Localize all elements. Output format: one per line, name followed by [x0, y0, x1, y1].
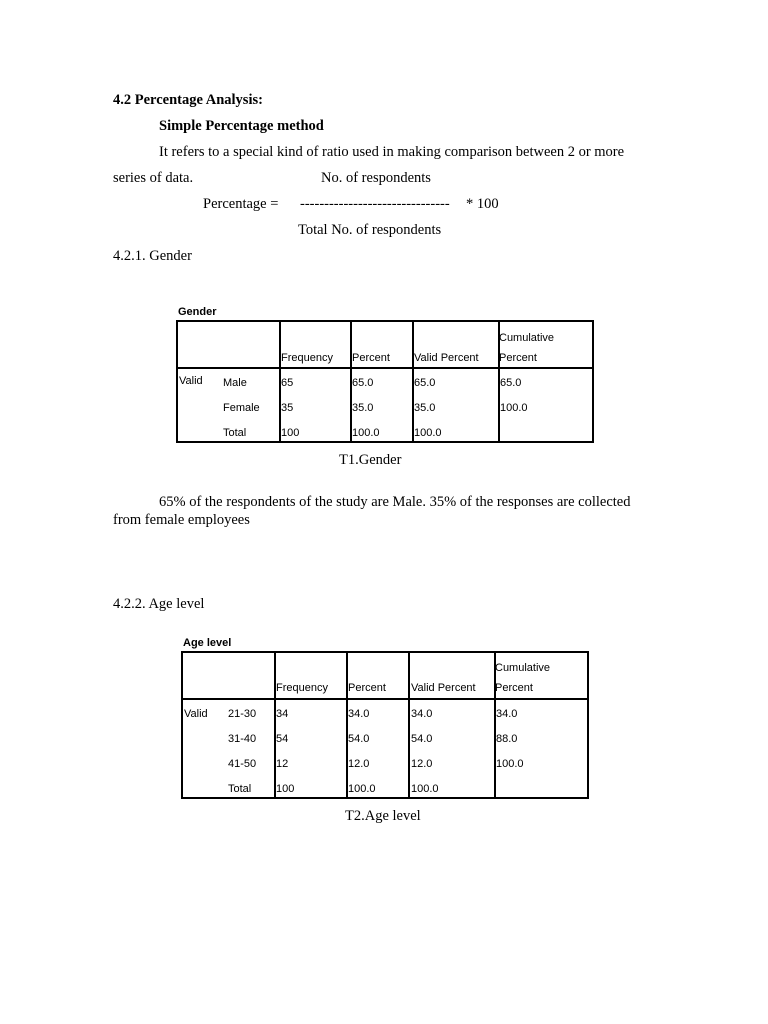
- header-percent: Percent: [352, 352, 390, 364]
- gender-section-label: 4.2.1. Gender: [113, 248, 192, 264]
- cell-percent: 100.0: [352, 427, 380, 439]
- cell-valid-percent: 100.0: [411, 783, 439, 795]
- cell-frequency: 12: [276, 758, 289, 770]
- header-valid-percent: Valid Percent: [411, 682, 476, 694]
- cell-percent: 65.0: [352, 377, 374, 389]
- cell-cumulative: 88.0: [496, 733, 518, 745]
- cell-frequency: 34: [276, 708, 289, 720]
- header-cumulative-line2: Percent: [495, 682, 533, 694]
- header-cumulative-line2: Percent: [499, 352, 537, 364]
- age-table-caption: T2.Age level: [345, 808, 421, 824]
- header-divider: [178, 367, 592, 369]
- gender-table-caption: T1.Gender: [339, 452, 402, 468]
- row-label: 41-50: [228, 758, 257, 770]
- cell-valid-percent: 34.0: [411, 708, 433, 720]
- cell-valid-percent: 12.0: [411, 758, 433, 770]
- age-section-label: 4.2.2. Age level: [113, 596, 205, 612]
- intro-paragraph-line2: series of data.: [113, 170, 194, 186]
- header-frequency: Frequency: [276, 682, 328, 694]
- cell-percent: 34.0: [348, 708, 370, 720]
- gender-paragraph-line1: 65% of the respondents of the study are Male. 35% of the responses are collected: [159, 494, 631, 510]
- cell-percent: 100.0: [348, 783, 376, 795]
- row-label: 21-30: [228, 708, 257, 720]
- formula-fraction-bar: -------------------------------: [300, 196, 450, 212]
- cell-frequency: 54: [276, 733, 289, 745]
- header-valid-percent: Valid Percent: [414, 352, 479, 364]
- cell-percent: 12.0: [348, 758, 370, 770]
- row-label: Total: [228, 783, 252, 795]
- header-divider: [183, 698, 587, 700]
- header-cumulative-line1: Cumulative: [499, 332, 555, 344]
- cell-valid-percent: 100.0: [414, 427, 442, 439]
- row-label: 31-40: [228, 733, 257, 745]
- header-frequency: Frequency: [281, 352, 333, 364]
- age-table-title: Age level: [183, 637, 232, 649]
- cell-frequency: 100: [276, 783, 295, 795]
- formula-denominator: Total No. of respondents: [298, 222, 442, 238]
- cell-cumulative: 65.0: [500, 377, 522, 389]
- section-subheading: Simple Percentage method: [159, 118, 324, 134]
- row-label: Male: [223, 377, 247, 389]
- gender-table-title: Gender: [178, 306, 217, 318]
- cell-cumulative: 100.0: [496, 758, 524, 770]
- row-label: Female: [223, 402, 260, 414]
- cell-valid-percent: 54.0: [411, 733, 433, 745]
- col-divider: [408, 653, 410, 797]
- intro-paragraph-line1: It refers to a special kind of ratio used in making comparison between 2 or more: [159, 144, 625, 160]
- cell-percent: 35.0: [352, 402, 374, 414]
- cell-valid-percent: 65.0: [414, 377, 436, 389]
- col-divider: [274, 653, 276, 797]
- age-table: [181, 651, 589, 799]
- row-label: Total: [223, 427, 247, 439]
- valid-label: Valid: [179, 375, 203, 387]
- section-heading: 4.2 Percentage Analysis:: [113, 92, 263, 108]
- formula-numerator: No. of respondents: [321, 170, 431, 186]
- gender-table: [176, 320, 594, 443]
- valid-label: Valid: [184, 708, 208, 720]
- gender-paragraph-line2: from female employees: [113, 512, 250, 528]
- cell-frequency: 100: [281, 427, 300, 439]
- formula-lhs: Percentage =: [203, 196, 279, 212]
- col-divider: [494, 653, 496, 797]
- formula-multiplier: * 100: [466, 196, 499, 212]
- header-percent: Percent: [348, 682, 386, 694]
- cell-frequency: 35: [281, 402, 294, 414]
- cell-cumulative: 100.0: [500, 402, 528, 414]
- cell-valid-percent: 35.0: [414, 402, 436, 414]
- col-divider: [346, 653, 348, 797]
- header-cumulative-line1: Cumulative: [495, 662, 551, 674]
- cell-percent: 54.0: [348, 733, 370, 745]
- cell-cumulative: 34.0: [496, 708, 518, 720]
- cell-frequency: 65: [281, 377, 294, 389]
